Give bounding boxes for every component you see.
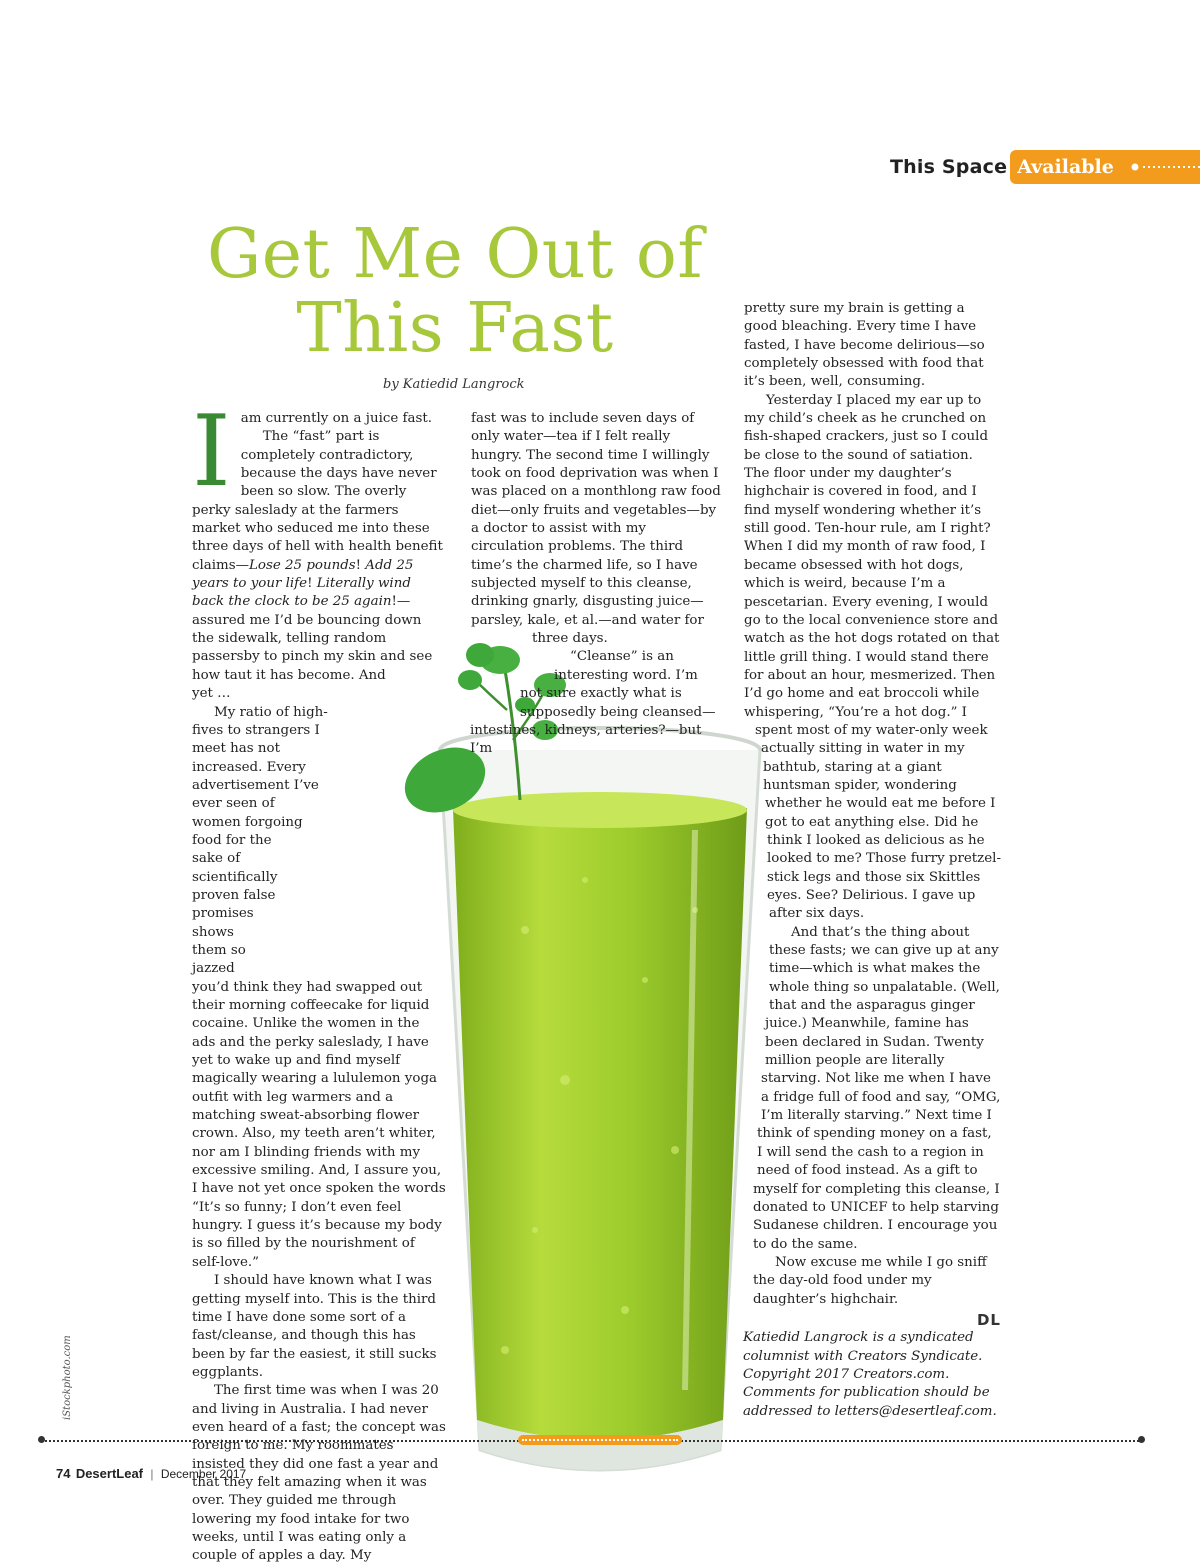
paragraph: The first time was when I was 20 and living in Australia. I had never even heard of a fast; the concept was foreign to me. My roommates insisted they did one fast a year and that they felt amazing when it was over. They guided me through lowering my food intake for two weeks, until I was eating only a couple of apples a day. My	[192, 1383, 446, 1564]
section-name-part1: This Space	[890, 156, 1008, 178]
signoff-mark: DL	[976, 1310, 1001, 1329]
author-bio: Katiedid Langrock is a syndicated columnist with Creators Syndicate. Copyright 2017 Creators.com. Comments for publication should be addressed to letters@desertleaf.com.	[743, 1330, 997, 1419]
article-title	[150, 215, 760, 368]
article-title-line1: Get Me Out of	[206, 215, 704, 294]
paragraph: fast was to include seven days of only water—tea if I felt really hungry. The second time I willingly took on food deprivation was when I was placed on a monthlong raw food diet—only fruits and vegetables—by a doctor to assist with my circulation problems. The third time’s the charmed life, so I have subjected myself to this cleanse, drinking gnarly, disgusting juice—parsley, kale, et al.—and water for three days.	[471, 411, 721, 647]
paragraph: Yesterday I placed my ear up to my child’s cheek as he crunched on fish-shaped crackers, just so I could be close to the sound of satiation. The floor under my daughter’s highchair is covered in food, and I find myself wondering whether it’s still good. Ten-hour rule, am I right? When I did my month of raw food, I became obsessed with hot dogs, which is weird, because I’m a pescetarian. Every evening, I would go to the local convenience store and watch as the hot dogs rotated on that little grill thing. I would stand there for about an hour, mesmerized. Then I’d go home and eat broccoli while whispering, “You’re a hot dog.” I spent most of my water-only week actually sitting in water in my bathtub, staring at a giant huntsman spider, wondering whether he would eat me before I got to eat anything else. Did he think I looked as delicious as he looked to me? Those furry pretzel-stick legs and those six Skittles eyes. See? Delirious. I gave up after six days.	[744, 392, 1001, 922]
paragraph: Now excuse me while I go sniff the day-old food under my daughter’s highchair.	[753, 1254, 987, 1307]
article-byline: by Katiedid Langrock	[383, 377, 525, 392]
section-name-part2: Available	[1011, 153, 1128, 181]
juice-glass-image	[395, 630, 800, 1510]
magazine-name: DesertLeaf	[75, 1466, 144, 1481]
footer-accent-bar	[518, 1435, 682, 1445]
footer-rule-dot	[38, 1436, 45, 1443]
article-title-line2: This Fast	[296, 289, 614, 368]
paragraph: And that’s the thing about these fasts; we can give up at any time—which is what makes the whole thing so unpalatable. (Well, that and the asparagus ginger juice.) Meanwhile, famine has been declared in Sudan. Twenty million people are literally starving. Not like me when I have a fridge full of food and say, “OMG, I’m literally starving.” Next time I think of spending money on a fast, I will send the cash to a region in need of food instead. As a gift to myself for completing this cleanse, I donated to UNICEF to help starving Sudanese children. I encourage you to do the same.	[753, 924, 1001, 1252]
article-column-2	[470, 410, 722, 759]
drop-cap: I	[192, 395, 231, 509]
page-number: 74	[56, 1466, 71, 1481]
paragraph: pretty sure my brain is getting a good bleaching. Every time I have fasted, I have become delirious—so completely obsessed with food that it’s been, well, consuming.	[744, 301, 985, 390]
section-header	[890, 150, 1128, 184]
issue-date: December 2017	[160, 1467, 247, 1481]
paragraph: My ratio of high-fives to strangers I meet has not increased. Every advertisement I’ve ever seen of women forgoing food for the sake of scientifically proven false promises shows them so jazzed you’d think they had swapped out their morning coffeecake for liquid cocaine. Unlike the women in the ads and the perky saleslady, I have yet to wake up and find myself magically wearing a lululemon yoga outfit with leg warmers and a matching sweat-absorbing flower crown. Also, my teeth aren’t whiter, nor am I blinding friends with my excessive smiling. And, I assure you, I have not yet once spoken the words “It’s so funny; I don’t even feel hungry. I guess it’s because my body is so filled by the nourishment of self-love.”	[192, 704, 446, 1270]
folio	[56, 1466, 246, 1481]
paragraph: The “fast” part is completely contradictory, because the days have never been so slow. The overly perky saleslady at the farmers market who seduced me into these three days of hell with health benefit claims—Lose 25 pounds! Add 25 years to your life! Literally wind back the clock to be 25 again!—assured me I’d be bouncing down the sidewalk, telling random passersby to pinch my skin and see how taut it has become. And yet …	[192, 429, 443, 702]
paragraph: “Cleanse” is an interesting word. I’m not sure exactly what is supposedly being cleansed—intestines, kidneys, arteries?—but I’m	[470, 649, 716, 757]
photo-credit: iStockphoto.com	[62, 1335, 73, 1420]
footer-rule-dot	[1138, 1436, 1145, 1443]
folio-separator: |	[150, 1467, 154, 1481]
article-column-1	[192, 395, 447, 1566]
paragraph: I should have known what I was getting myself into. This is the third time I have done some sort of a fast/cleanse, and though this has been by far the easiest, it still sucks eggplants.	[192, 1273, 437, 1380]
paragraph: am currently on a juice fast.	[240, 411, 432, 426]
section-header-dots	[1125, 160, 1200, 174]
article-column-3	[743, 300, 1001, 1421]
